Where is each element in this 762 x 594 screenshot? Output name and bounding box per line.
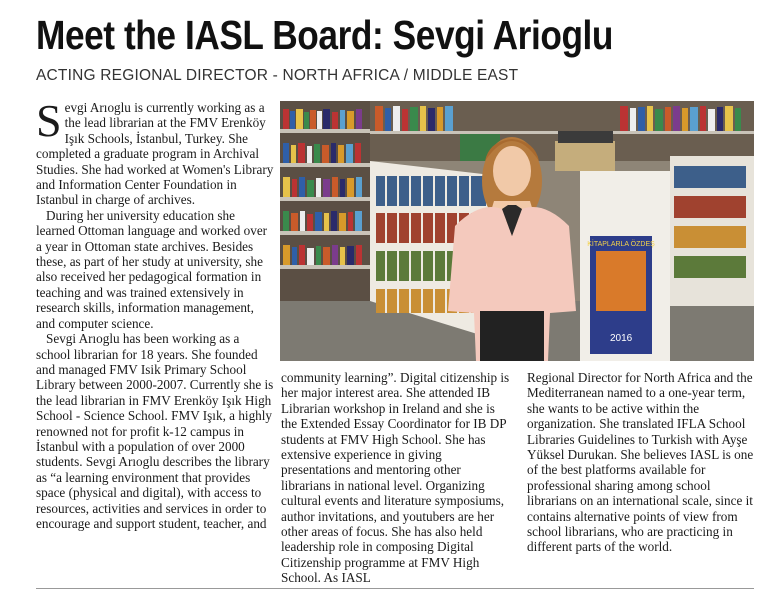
- poster-text-2: 2016: [610, 333, 633, 344]
- column-2: [281, 370, 511, 586]
- column-3: [527, 370, 757, 555]
- paragraph-1: [36, 95, 276, 208]
- article-title: Meet the IASL Board: Sevgi Arioglu: [36, 12, 614, 58]
- bottom-rule: [36, 588, 754, 589]
- drop-cap: S: [36, 95, 62, 146]
- portrait-photo: [280, 101, 754, 361]
- paragraph-1-text: evgi Arıoglu is currently working as a the lead librarian at the FMV Erenköy Işık Schools, İstanbul, Turkey. She completed a graduate program in Archival Studies. She had worked at Women's Library and Information Center Foundation in Istanbul in charge of archives.: [36, 100, 274, 208]
- column-1: [36, 95, 276, 531]
- paragraph-4: community learning”. Digital citizenship is her major interest area. She attended IB Librarian workshop in Ireland and she is the Extended Essay Coordinator for IB DP students at FMV High School. She has extensive experience in giving presentations and mentoring other librarians in national level. Organizing cultural events and literature symposiums, author invitations, and youtubers are her other areas of focus. She has also held leadership role in composing Digital Citizenship programme at FMV High School. As IASL: [281, 370, 510, 586]
- article-subtitle: ACTING REGIONAL DIRECTOR - NORTH AFRICA / MIDDLE EAST: [36, 67, 519, 84]
- paragraph-3: Sevgi Arıoglu has been working as a school librarian for 18 years. She founded and managed FMV Isik Primary School Library between 2000-2007. Currently she is the lead librarian in FMV Erenköy Işık High School - Science School. FMV Işık, a highly renowned not for profit k-12 campus in İstanbul with a population of over 2000 students. Sevgi Arıoglu describes the library as “a learning environment that provides space (physical and digital), with access to resources, activities and services in order to encourage and support student, teacher, and: [36, 331, 274, 531]
- paragraph-5: Regional Director for North Africa and the Mediterranean named to a one-year term, she wants to be active within the organization. She translated IFLA School Libraries Guidelines to Turkish with Ayşe Yüksel Durukan. She believes IASL is one of the best platforms available for professional sharing among school librarians on an international scale, since it contains alternative points of view from school librarians, who are practicing in different parts of the world.: [527, 370, 754, 555]
- paragraph-2: During her university education she learned Ottoman language and worked over a year in Ottoman state archives. Besides these, as part of her study at university, she also received her pedagogical formation in teaching and was trained extensively in research skills, information management, and computer science.: [36, 207, 268, 331]
- poster-text-1: KİTAPLARLA ÖZDEŞ: [587, 241, 655, 248]
